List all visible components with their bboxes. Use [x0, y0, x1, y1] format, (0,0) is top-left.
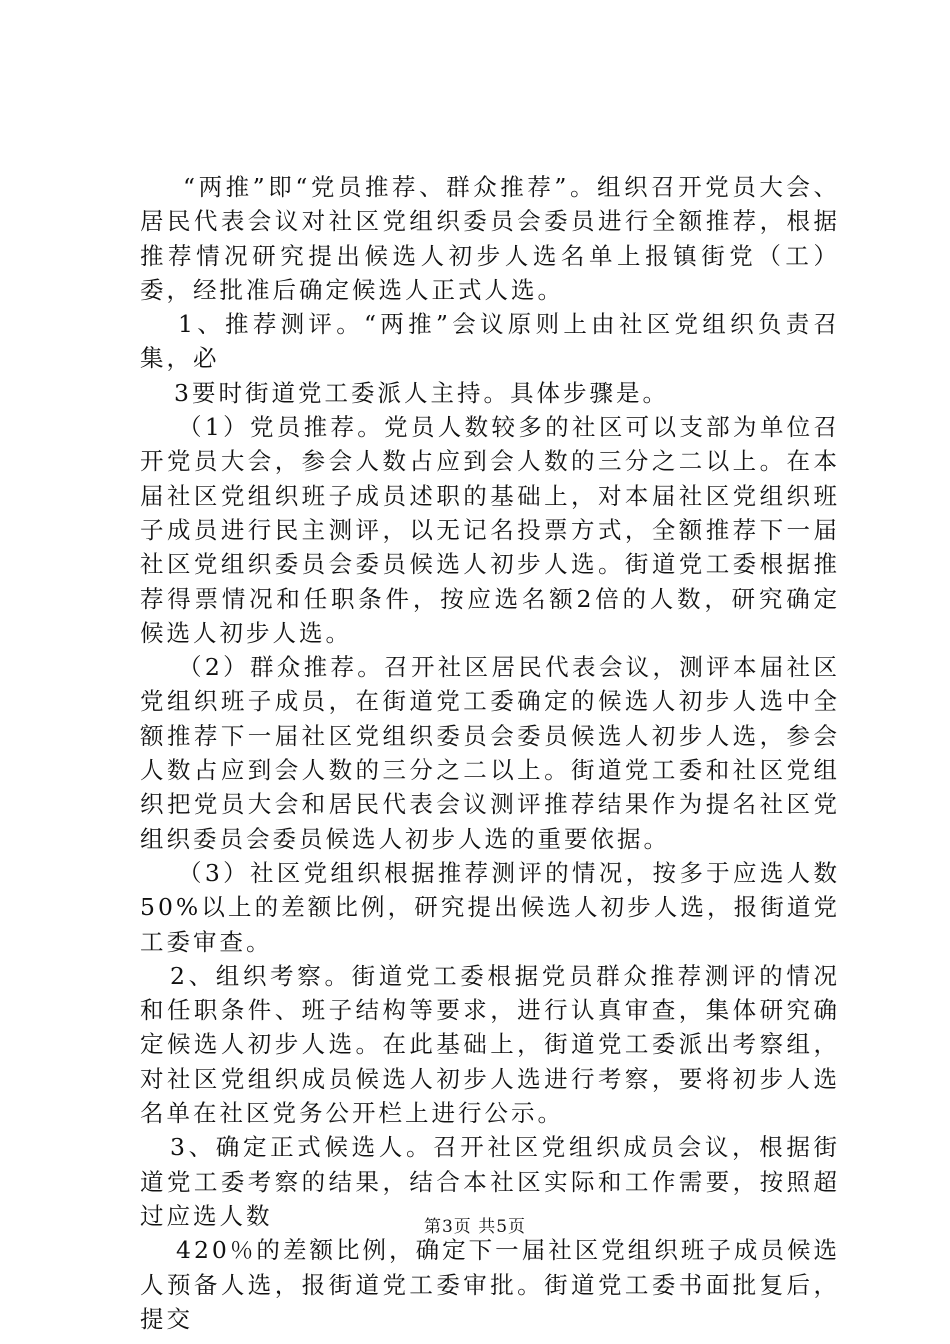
paragraph-host-steps: 3要时街道党工委派人主持。具体步骤是。: [174, 378, 669, 407]
document-body: [140, 170, 840, 1336]
page-number-footer: 第3页 共5页: [423, 1217, 527, 1237]
paragraph-formal-candidates: 3、确定正式候选人。召开社区党组织成员会议，根据街道党工委考察的结果，结合本社区实际和工作需要，按照超过应选人数: [140, 1133, 840, 1230]
paragraph-preliminary-candidates: （3）社区党组织根据推荐测评的情况，按多于应选人数50%以上的差额比例，研究提出候选人初步人选，报街道党工委审查。: [140, 858, 840, 956]
paragraph-public-recommend: （2）群众推荐。召开社区居民代表会议，测评本届社区党组织班子成员，在街道党工委确定的候选人初步人选中全额推荐下一届社区党组织委员会委员候选人初步人选，参会人数占应到会人数的三分之二以上。街道党工委和社区党组织把党员大会和居民代表会议测评推荐结果作为提名社区党组织委员会委员候选人初步人选的重要依据。: [140, 653, 840, 853]
paragraph-recommend-evaluate: 1、推荐测评。“两推”会议原则上由社区党组织负责召集，必: [140, 310, 840, 373]
paragraph-difference-ratio: 420％的差额比例，确定下一届社区党组织班子成员候选人预备人选，报街道党工委审批。街道党工委书面批复后，提交: [140, 1236, 840, 1333]
paragraph-two-recommendations: “两推”即“党员推荐、群众推荐”。组织召开党员大会、居民代表会议对社区党组织委员会委员进行全额推荐，根据推荐情况研究提出候选人初步人选名单上报镇街党（工）委，经批准后确定候选人正式人选。: [140, 173, 840, 304]
paragraph-party-member-recommend: （1）党员推荐。党员人数较多的社区可以支部为单位召开党员大会，参会人数占应到会人数的三分之二以上。在本届社区党组织班子成员述职的基础上，对本届社区党组织班子成员进行民主测评，以无记名投票方式，全额推荐下一届社区党组织委员会委员候选人初步人选。街道党工委根据推荐得票情况和任职条件，按应选名额2倍的人数，研究确定候选人初步人选。: [140, 413, 840, 647]
paragraph-organization-inspection: 2、组织考察。街道党工委根据党员群众推荐测评的情况和任职条件、班子结构等要求，进行认真审查，集体研究确定候选人初步人选。在此基础上，街道党工委派出考察组，对社区党组织成员候选人初步人选进行考察，要将初步人选名单在社区党务公开栏上进行公示。: [140, 961, 840, 1128]
